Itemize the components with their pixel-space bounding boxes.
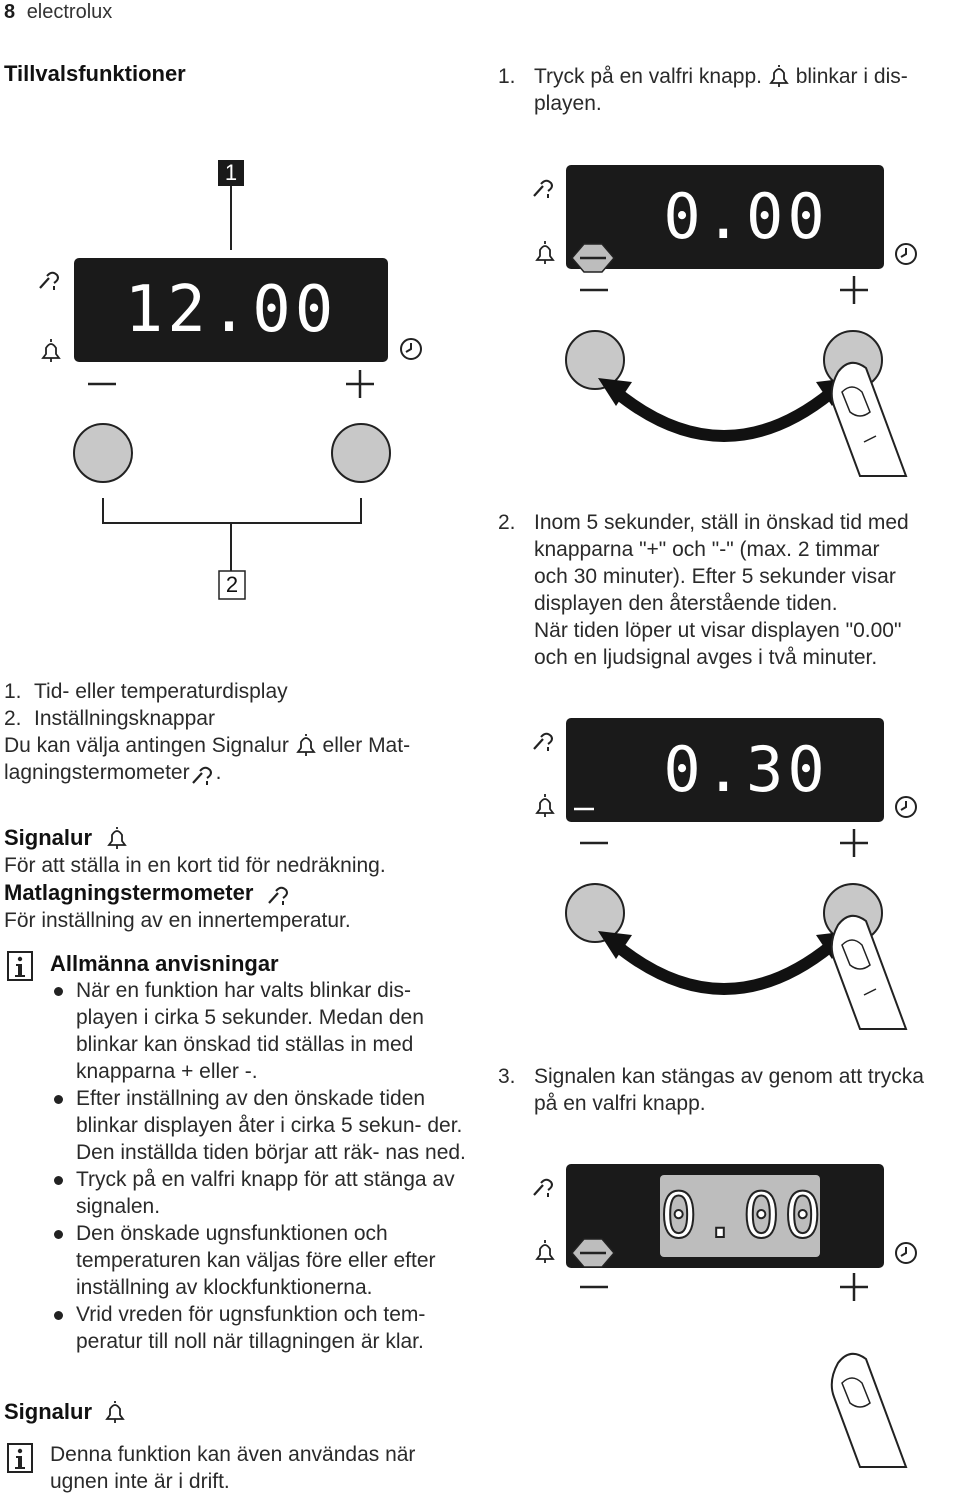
thermometer-icon [190,761,216,787]
general-bullets [50,977,470,1355]
general-bullet-1: När en funktion har valts blinkar dis- playen i cirka 5 sekunder. Medan den blinkar kan önskad tid ställas in med knapparna + eller -. [50,977,470,1085]
brand-name: electrolux [26,1,113,23]
finger-icon [832,1354,906,1467]
bell-icon [537,1240,553,1263]
choose-text: Du kan välja antingen Signalur eller Mat- [4,732,474,759]
plus-sign [840,276,868,304]
plus-sign [840,829,868,857]
clock-icon [896,797,916,817]
plus-knob[interactable] [332,424,390,482]
step-3: 3. Signalen kan stängas av genom att trycka på en valfri knapp. [498,1065,924,1115]
callout-1-label: 1 [224,160,238,185]
thermo-heading: Matlagningstermometer [4,879,474,907]
finger-icon [832,363,906,476]
general-bullet-4: Den önskade ugnsfunktionen och temperaturen kan väljas före eller efter inställning av klockfunktionerna. [50,1220,470,1301]
thermo-text: För inställning av en innertemperatur. [4,909,351,933]
step-1: 1. Tryck på en valfri knapp. blinkar i dis- playen. [498,65,908,116]
bell-icon [537,794,553,817]
plus-sign [840,1273,868,1301]
general-notes [50,950,470,1355]
panel-2-digits: 0.30 [663,733,829,806]
general-bullet-2: Efter inställning av den önskade tiden blinkar displayen åter i cirka 5 sekun- der. Den inställda tiden börjar att räk- nas ned. [50,1085,470,1166]
info-icon [4,950,36,982]
general-bullet-5: Vrid vreden för ugnsfunktion och tem- peratur till noll när tillagningen är klar. [50,1301,470,1355]
display-digits: 12.00 [124,273,338,347]
legend [4,678,474,787]
bell-icon [295,733,317,759]
page-number: 8 [4,1,16,23]
clock-icon [896,1243,916,1263]
callout-2-label: 2 [225,572,239,597]
minus-knob[interactable] [74,424,132,482]
legend-item-2: 2. Inställningsknappar [4,707,215,730]
plus-sign [346,370,374,398]
step-2: 2. Inom 5 sekunder, ställ in önskad tid med knapparna "+" och "-" (max. 2 timmar och 30 minuter). Efter 5 sekunder visar displayen den återstående tiden. När tiden löper ut visar displayen "0.00" och en ljudsignal avges i två minuter. [498,511,909,669]
bell-icon [537,241,553,264]
signalur-heading: Signalur [4,824,474,852]
signalur2-heading: Signalur [4,1398,126,1426]
page-header [4,0,112,24]
thermometer-icon [266,881,292,907]
thermometer-icon [534,734,552,751]
panel-3-digits: 0.00 [660,1179,826,1252]
thermometer-icon [40,273,58,290]
finger-icon [832,916,906,1029]
double-arrow [598,931,850,989]
signalur-section [4,824,474,934]
double-arrow [598,378,850,436]
clock-icon [896,244,916,264]
thermometer-icon [534,1180,552,1197]
control-panel-figure [0,150,480,610]
clock-icon [401,339,421,359]
thermometer-icon [534,181,552,198]
choose-text-line2: lagningstermometer . [4,759,474,786]
panel-1-digits: 0.00 [663,180,829,253]
bell-icon [104,1400,126,1426]
bell-icon [768,64,790,90]
note-text: Denna funktion kan även användas när ugnen inte är i drift. [50,1443,416,1493]
info-icon [4,1442,36,1474]
signalur-text: För att ställa in en kort tid för nedräkning. [4,854,386,878]
bell-icon [43,339,59,362]
section-title: Tillvalsfunktioner [4,61,186,86]
general-heading: Allmänna anvisningar [50,951,279,976]
bell-icon [106,826,128,852]
legend-item-1: 1. Tid- eller temperaturdisplay [4,680,288,703]
general-bullet-3: Tryck på en valfri knapp för att stänga av signalen. [50,1166,470,1220]
